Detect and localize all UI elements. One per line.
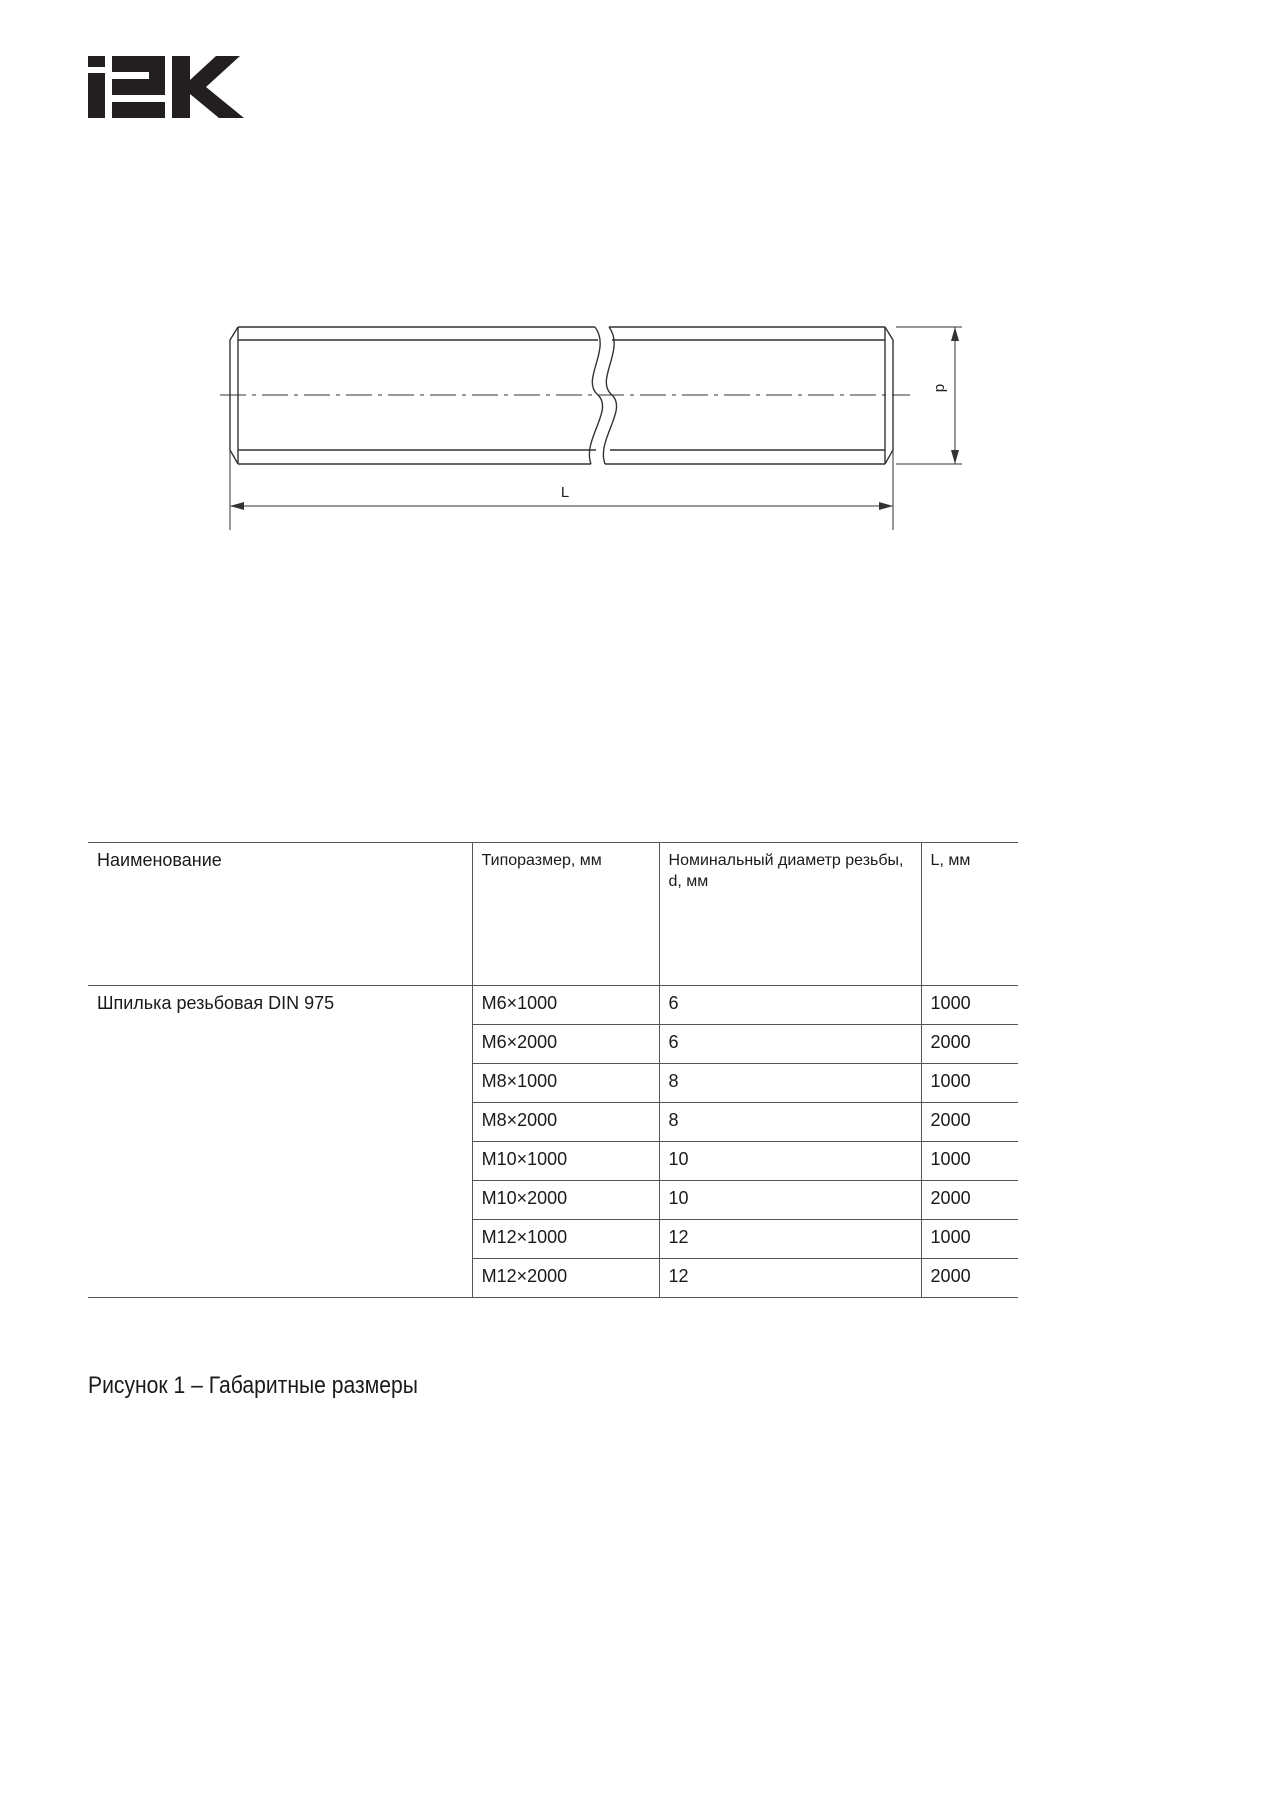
cell-length: 1000 [921,1064,1018,1103]
cell-size: M12×1000 [472,1220,659,1259]
cell-diameter: 6 [659,986,921,1025]
figure-caption: Рисунок 1 – Габаритные размеры [88,1372,418,1399]
cell-length: 2000 [921,1259,1018,1298]
cell-length: 1000 [921,986,1018,1025]
product-name: Шпилька резьбовая DIN 975 [88,986,472,1298]
cell-size: M6×2000 [472,1025,659,1064]
cell-length: 2000 [921,1103,1018,1142]
header-name: Наименование [88,843,472,986]
dimensions-table [88,842,1018,1298]
cell-size: M8×2000 [472,1103,659,1142]
table-row [88,986,1018,1025]
table-header-row [88,843,1018,986]
cell-length: 2000 [921,1025,1018,1064]
header-size: Типоразмер, мм [472,843,659,986]
cell-size: M8×1000 [472,1064,659,1103]
cell-diameter: 10 [659,1181,921,1220]
cell-length: 2000 [921,1181,1018,1220]
iek-logo [88,56,246,118]
cell-size: M6×1000 [472,986,659,1025]
cell-diameter: 6 [659,1025,921,1064]
header-length: L, мм [921,843,1018,986]
header-diameter: Номинальный диаметр резьбы, d, мм [659,843,921,986]
stud-drawing [220,310,990,540]
cell-length: 1000 [921,1220,1018,1259]
cell-diameter: 12 [659,1259,921,1298]
cell-length: 1000 [921,1142,1018,1181]
cell-size: M10×2000 [472,1181,659,1220]
diameter-label: d [932,383,949,393]
cell-size: M12×2000 [472,1259,659,1298]
cell-diameter: 12 [659,1220,921,1259]
cell-diameter: 10 [659,1142,921,1181]
cell-diameter: 8 [659,1064,921,1103]
cell-size: M10×1000 [472,1142,659,1181]
cell-diameter: 8 [659,1103,921,1142]
length-label: L [560,484,570,501]
